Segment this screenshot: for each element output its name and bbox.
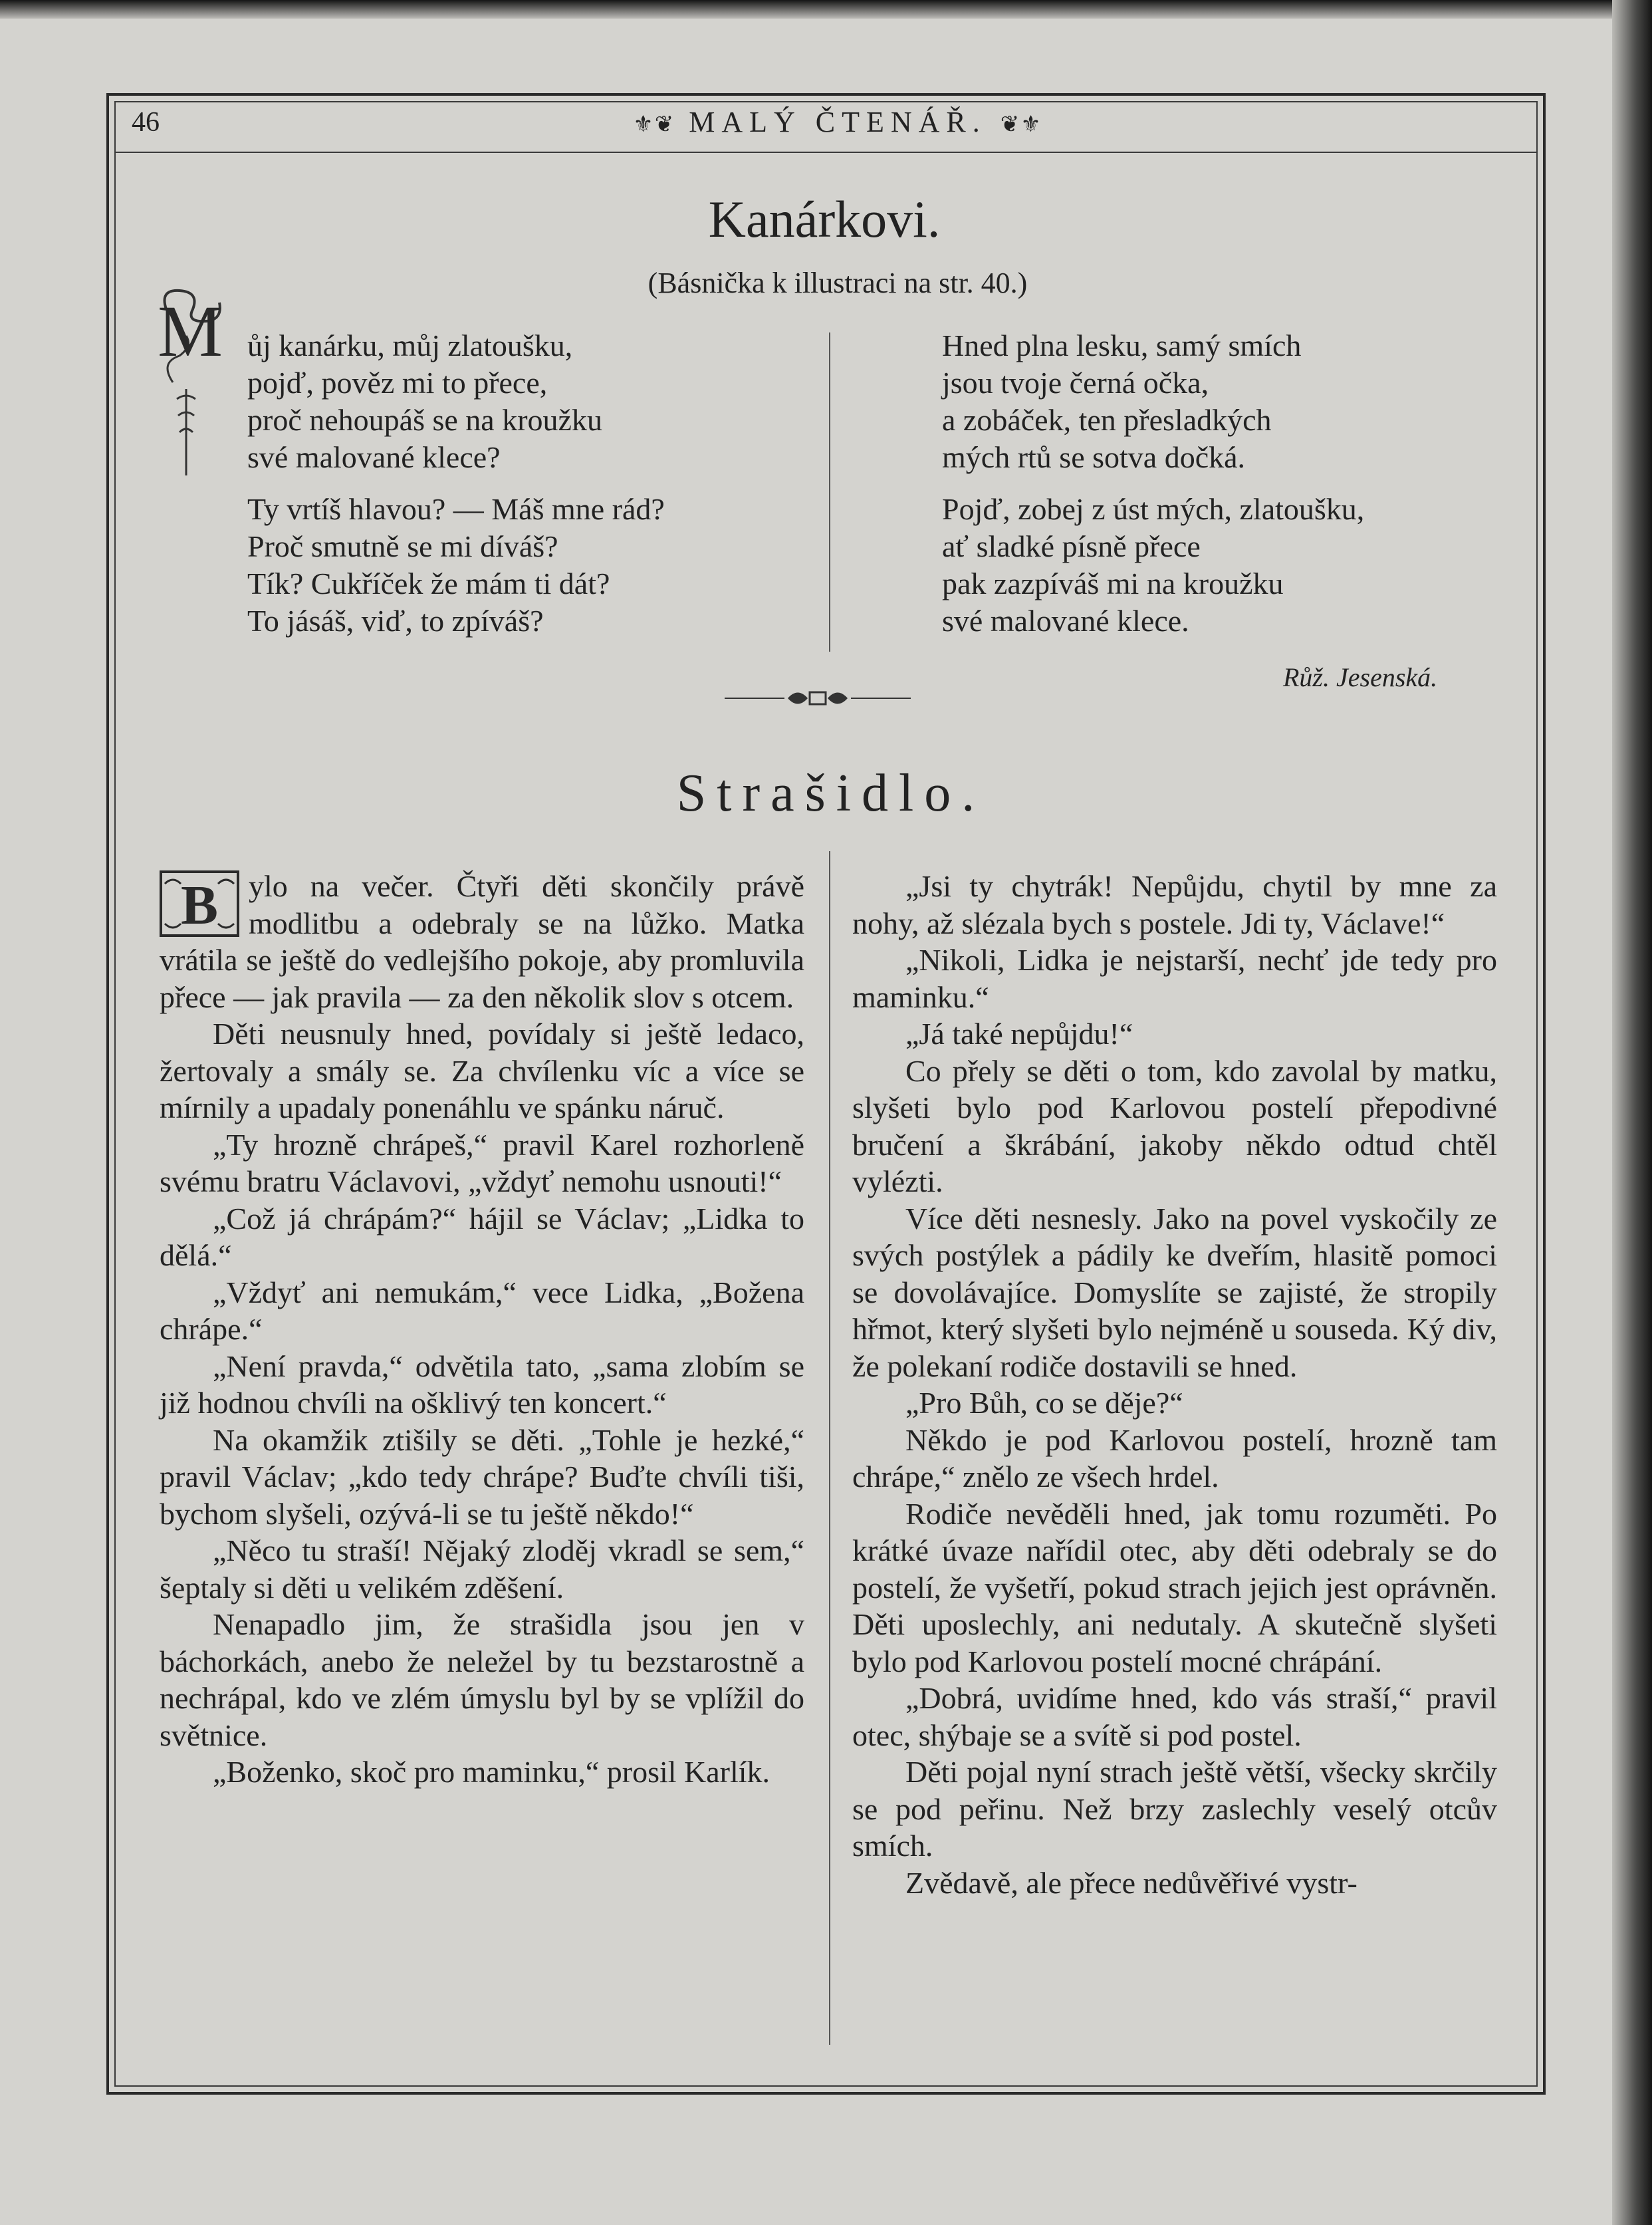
poem-title: Kanárkovi.: [708, 190, 941, 248]
story-paragraph: „Nikoli, Lidka je nejstarší, nechť jde tedy pro maminku.“: [852, 943, 1497, 1014]
story-paragraph: „Není pravda,“ odvětila tato, „sama zlobím se již hodnou chvíli na ošklivý ten koncert.“: [160, 1349, 804, 1420]
story-paragraph: „Boženko, skoč pro maminku,“ prosil Karlík.: [213, 1755, 770, 1789]
poem-author: Růž. Jesenská.: [1283, 662, 1438, 692]
poem-line: své malované klece?: [247, 440, 501, 474]
poem-stanza: [247, 327, 665, 476]
story-column-left: [160, 868, 804, 1791]
decorative-initial-b-icon: [160, 870, 239, 937]
story-paragraph: „Ty hrozně chrápeš,“ pravil Karel rozhorleně svému bratru Václavovi, „vždyť nemohu usnouti!“: [160, 1127, 804, 1198]
story-paragraph-text: ylo na večer. Čtyři děti skončily právě modlitbu a odebraly se na lůžko. Matka vrátila se ještě do vedlejšího pokoje, aby promluvila přece — jak pravila — za den několik slov s otcem.: [160, 869, 804, 1014]
initial-b-letter: B: [180, 874, 219, 936]
story-paragraph: „Pro Bůh, co se děje?“: [905, 1386, 1183, 1420]
story-title: Strašidlo.: [676, 764, 986, 823]
poem-subtitle: (Básnička k illustraci na str. 40.): [648, 267, 1028, 299]
poem-line: své malované klece.: [942, 604, 1189, 638]
poem-line: pak zazpíváš mi na kroužku: [942, 567, 1284, 600]
poem-line: pojď, pověz mi to přece,: [247, 366, 548, 400]
running-title-text: MALÝ ČTENÁŘ.: [689, 106, 987, 138]
poem-line: jsou tvoje černá očka,: [942, 366, 1209, 400]
story-paragraph: „Což já chrápám?“ hájil se Václav; „Lidka to dělá.“: [160, 1201, 804, 1272]
story-paragraph: Více děti nesnesly. Jako na povel vyskočily ze svých postýlek a pádily ke dveřím, hlasitě pomoci se dovolávajíce. Domyslíte se zajisté, že stropily hřmot, který slyšeti bylo nejméně u souseda. Ký div, že polekaní rodiče dostavili se hned.: [852, 1201, 1497, 1383]
header-rule: [114, 152, 1538, 153]
story-paragraph: Děti pojal nyní strach ještě větší, všecky skrčily se pod peřinu. Než brzy zaslechly veselý otcův smích.: [852, 1755, 1497, 1863]
ornament-left-icon: ⚜❦: [633, 112, 675, 137]
story-paragraph: „Já také nepůjdu!“: [905, 1017, 1133, 1051]
poem-column-rule: [829, 332, 830, 652]
poem-column-left: [247, 327, 665, 654]
section-divider-ornament-icon: [725, 682, 911, 715]
story-paragraph: Co přely se děti o tom, kdo zavolal by matku, slyšeti bylo pod Karlovou postelí přepodivné bručení a škrábání, jakoby někdo odtud chtěl vylézti.: [852, 1053, 1497, 1198]
poem-line: proč nehoupáš se na kroužku: [247, 403, 602, 437]
poem-line: a zobáček, ten přesladkých: [942, 403, 1272, 437]
poem-line: mých rtů se sotva dočká.: [942, 440, 1246, 474]
ornament-right-icon: ❦⚜: [1000, 112, 1042, 137]
poem-line: ať sladké písně přece: [942, 529, 1201, 563]
poem-line: Proč smutně se mi díváš?: [247, 529, 558, 563]
poem-line: Ty vrtíš hlavou? — Máš mne rád?: [247, 492, 665, 526]
poem-line: Tík? Cukříček že mám ti dát?: [247, 567, 610, 600]
poem-line: Pojď, zobej z úst mých, zlatoušku,: [942, 492, 1365, 526]
poem-line: To jásáš, viď, to zpíváš?: [247, 604, 544, 638]
page-number: 46: [132, 107, 160, 138]
running-title: [585, 105, 1090, 139]
poem-line: ůj kanárku, můj zlatoušku,: [247, 328, 573, 362]
story-column-right: [852, 868, 1497, 1901]
story-paragraph: „Jsi ty chytrák! Nepůjdu, chytil by mne za nohy, až slézala bych s postele. Jdi ty, Václave!“: [852, 869, 1497, 940]
story-column-rule: [829, 851, 830, 2045]
story-paragraph: [160, 868, 804, 1015]
story-paragraph: Zvědavě, ale přece nedůvěřivé vystr-: [905, 1865, 1357, 1900]
poem-stanza: [247, 491, 665, 640]
story-paragraph: Nenapadlo jim, že strašidla jsou jen v báchorkách, anebo že neležel by tu bezstarostně a nechrápal, kdo ve zlém úmyslu byl by se vplížil do světnice.: [160, 1607, 804, 1752]
story-paragraph: Někdo je pod Karlovou postelí, hrozně tam chrápe,“ znělo ze všech hrdel.: [852, 1422, 1497, 1494]
poem-column-right: [942, 327, 1364, 654]
scan-edge-top: [0, 0, 1652, 19]
poem-stanza: [942, 491, 1364, 640]
story-paragraph: Rodiče nevěděli hned, jak tomu rozuměti. Po krátké úvaze nařídil otec, aby děti odebraly se do postelí, že vyšetří, pokud strach jejich jest oprávněn. Děti uposlechly, ani nedutaly. A skutečně slyšeti bylo pod Karlovou postelí mocné chrápání.: [852, 1496, 1497, 1678]
story-paragraph: „Dobrá, uvidíme hned, kdo vás straší,“ pravil otec, shýbaje se a svítě si pod postel.: [852, 1681, 1497, 1752]
scan-edge-right: [1612, 0, 1652, 2225]
initial-m-letter: M: [158, 291, 223, 372]
decorative-initial-m-icon: [153, 283, 233, 482]
story-paragraph: Na okamžik ztišily se děti. „Tohle je hezké,“ pravil Václav; „kdo tedy chrápe? Buďte chvíli tiši, bychom slyšeli, ozývá-li se tu ještě někdo!“: [160, 1422, 804, 1531]
poem-line: Hned plna lesku, samý smích: [942, 328, 1302, 362]
story-paragraph: Děti neusnuly hned, povídaly si ještě ledaco, žertovaly a smály se. Za chvílenku víc a více se mírnily a upadaly ponenáhlu ve spánku náruč.: [160, 1017, 804, 1124]
story-paragraph: „Něco tu straší! Nějaký zloděj vkradl se sem,“ šeptaly si děti u velikém zděšení.: [160, 1533, 804, 1605]
story-paragraph: „Vždyť ani nemukám,“ vece Lidka, „Božena chrápe.“: [160, 1275, 804, 1346]
poem-stanza: [942, 327, 1364, 476]
